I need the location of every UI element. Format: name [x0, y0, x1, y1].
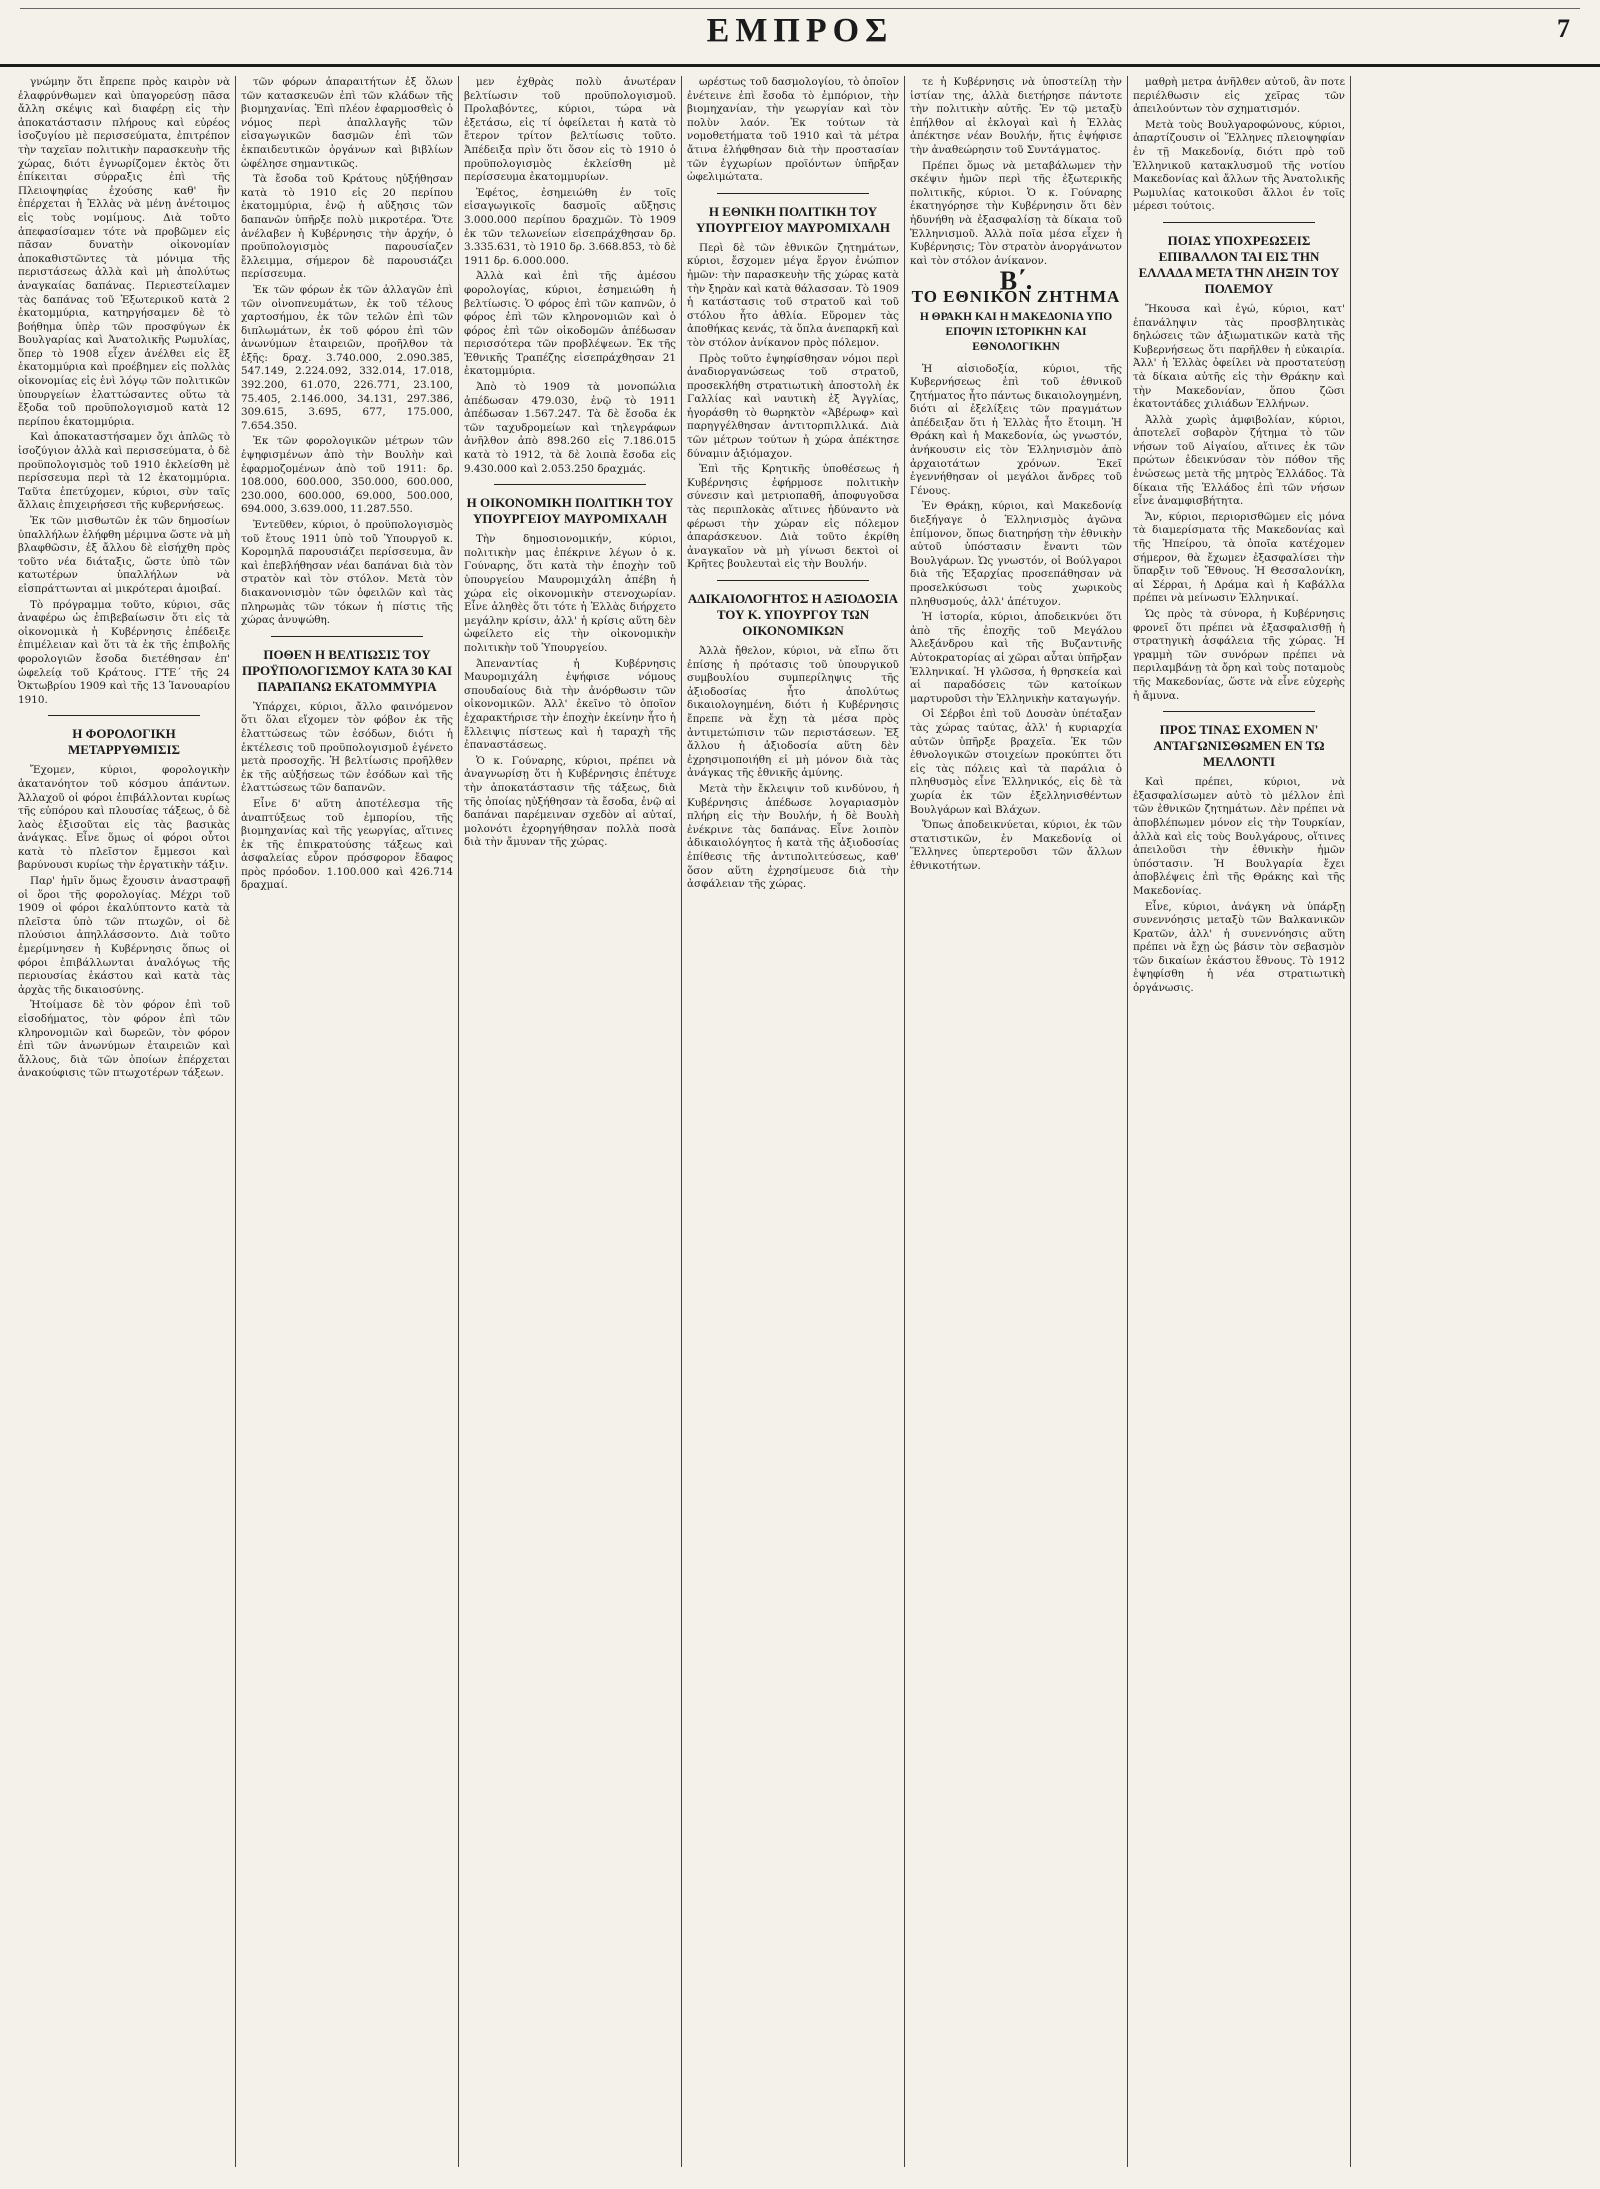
article-paragraph: Ἐπὶ τῆς Κρητικῆς ὑποθέσεως ἡ Κυβέρνησις ἐφήρμοσε πολιτικὴν σύνεσιν καὶ μετριοπαθῆ, ἀποφυγοῦσα τὰς περιπλοκὰς αἵτινες ἠδύναντο νὰ φέρωσι τὴν χώραν εἰς πόλεμον ἀπαράσκευον. Διὰ τοῦτο ἐκρίθη ἀναγκαῖον νὰ μὴ γίνωσι δεκτοὶ οἱ Κρῆτες βουλευταὶ εἰς τὴν Βουλήν. — [687, 463, 899, 571]
article-paragraph: τε ἡ Κυβέρνησις νὰ ὑποστείλῃ τὴν ἱστίαν της, ἀλλὰ διετήρησε πάντοτε τὴν πολιτικὴν αὐτῆς. Ἐν τῷ μεταξὺ ἐπήλθον αἱ ἐκλογαὶ καὶ ἡ Ἑλλὰς ἀπέκτησε νέαν Βουλήν, ἥτις ἐψήφισε τὴν ἀναθεώρησιν τοῦ Συντάγματος. — [910, 76, 1122, 156]
article-paragraph: Ἀλλὰ ἤθελον, κύριοι, νὰ εἴπω ὅτι ἐπίσης ἡ πρότασις τοῦ ὑπουργικοῦ συμβουλίου συμπερίληψις τῆς ἀξιοδοσίας ἦτο ἀπολύτως δικαιολογημένη, διότι ἡ Κυβέρνησις ἔπρεπε νὰ ἔχῃ τὰ μέσα πρὸς ἀντιμετώπισιν τῶν περιστάσεων. Ἐξ ἄλλου ἡ ἀξιοδοσία αὕτη δὲν ἐχρησιμοποιήθη εἰ μὴ μόνον διὰ τὰς ἀνάγκας τῆς ἐθνικῆς ἀμύνης. — [687, 645, 899, 780]
heading-rule — [494, 484, 646, 485]
article-heading: ΑΔΙΚΑΙΟΛΟΓΗΤΟΣ Η ΑΞΙΟΔΟΣΙΑ ΤΟΥ Κ. ΥΠΟΥΡΓΟΥ ΤΩΝ ΟΙΚΟΝΟΜΙΚΩΝ — [687, 591, 899, 638]
article-paragraph: μεν ἐχθρὰς πολὺ ἀνωτέραν βελτίωσιν τοῦ προϋπολογισμοῦ. Προλαβόντες, κύριοι, τώρα νὰ ἐξετάσω, εἰς τί ὀφείλεται ἡ κατὰ τὸ ἔτερον τρίτον βελτίωσις τοῦτο. Ἀπέδειξα πρὶν ὅτι ὅσον εἰς τὸ 1910 ὁ προϋπολογισμὸς ἐκλείσθη μὲ περίσσευμα ἑκατομμυρίων. — [464, 76, 676, 184]
heading-rule — [717, 580, 869, 581]
article-paragraph: Ὁ κ. Γούναρης, κύριοι, πρέπει νὰ ἀναγνωρίσῃ ὅτι ἡ Κυβέρνησις ἐπέτυχε τὴν ἀποκατάστασιν τῆς τάξεως, διὰ τῆς ὁποίας ηὐξήθησαν τὰ ἔσοδα, ἐνῷ αἱ δαπάναι παρέμειναν σχεδὸν αἱ αὐταί, μολονότι ἐχορηγήθησαν πολλὰ ποσὰ διὰ τὴν ἄμυναν τῆς χώρας. — [464, 754, 676, 849]
article-paragraph: Περὶ δὲ τῶν ἐθνικῶν ζητημάτων, κύριοι, ἔσχομεν μέγα ἔργον ἐνώπιον ἡμῶν: τὴν παρασκευὴν τῆς χώρας κατὰ τὴν ξηρὰν καὶ κατὰ θάλασσαν. Τὸ 1909 ἡ κατάστασις τοῦ στρατοῦ καὶ τοῦ στόλου ἦτο ἀθλία. Εὕρομεν τὰς ἀποθήκας κενάς, τὰ ὅπλα ἀνεπαρκῆ καὶ τὸν στόλον ἀνίκανον πρὸς πόλεμον. — [687, 241, 899, 349]
article-paragraph: Εἶνε, κύριοι, ἀνάγκη νὰ ὑπάρξῃ συνεννόησις μεταξὺ τῶν Βαλκανικῶν Κρατῶν, ἀλλ' ἡ συνεννόησις αὕτη πρέπει νὰ ἔχῃ ὡς βάσιν τὸν σεβασμὸν τῶν δικαίων ἑκάστου ἔθνους. Τὸ 1912 ἐψηφίσθη ἡ νέα στρατιωτικὴ ὀργάνωσις. — [1133, 900, 1345, 995]
column-rule — [235, 76, 236, 2167]
article-paragraph: Τὴν δημοσιονομικήν, κύριοι, πολιτικὴν μας ἐπέκρινε λέγων ὁ κ. Γούναρης, ὅτι κατὰ τὴν ἐποχὴν τοῦ ὑπουργείου Μαυρομιχάλη ἀπέβη ἡ χώρα εἰς οἰκονομικὴν στενοχωρίαν. Εἶνε ἀληθὲς ὅτι τότε ἡ Ἑλλὰς διήρχετο μεγάλην κρίσιν, ἀλλ' ἡ κρίσις αὕτη δὲν ὠφείλετο εἰς τὴν οἰκονομικὴν πολιτικὴν τοῦ Ὑπουργείου. — [464, 533, 676, 654]
column-rule — [1127, 76, 1128, 2167]
masthead-rule — [20, 8, 1580, 9]
article-paragraph: γνώμην ὅτι ἔπρεπε πρὸς καιρὸν νὰ ἐλαφρύνθωμεν καὶ ὑπαγορεύσῃ πᾶσα ἄλλη σκέψις καὶ διαφέρῃ εἰς τὴν ἀποκατάστασιν πλήρους καὶ εὐρέος ἰσοζυγίου μὲ περισσεύματα, ἐπιτρέπον τὴν ταχεῖαν πολιτικὴν παρασκευὴν τῆς χώρας, διότι ἐγνωρίζομεν ἐκτὸς ὅτι ἐπίκειται σύρραξις ἐπὶ τῆς Πλειοψηφίας ἐχούσης καθ' ἣν ἐπέρχεται ἡ Ἑλλὰς νὰ μένῃ ἀνέτοιμος εἰς τοὺς νομίμους. Διὰ τοῦτο ἀπεφασίσαμεν τότε νὰ προβῶμεν εἰς πᾶσαν δυνατὴν οἰκονομίαν ἀποκαθιστῶντες τὰ μόνιμα τῆς περιστάσεως ἀλλὰ καὶ μὴ ἀπολύτως ἀναγκαίας δαπάνας. Περιεστείλαμεν τὰς δαπάνας τοῦ Ἐξωτερικοῦ κατὰ 2 ἑκατομμύρια, κατηργήσαμεν δὲ τὸ βοήθημα ὑπὲρ τῶν προσφύγων ἐκ Βουλγαρίας καὶ Ἀνατολικῆς Ρωμυλίας, ὅπερ τὸ 1908 εἶχεν ἀνέλθει εἰς ἓξ ἑκατομμύρια καὶ προέβημεν εἰς πολλὰς οἰκονομίας εἰς ἑνὶ λόγῳ τῶν πολιτικῶν ὑπουργείων ἐλαττώσαντες οὕτω τὰ ἔξοδα τοῦ προϋπολογισμοῦ κατὰ 12 περίπου ἑκατομμύρια. — [18, 76, 230, 428]
heading-rule — [1163, 711, 1315, 712]
article-paragraph: μαθρὴ μετρα ἀνῆλθεν αὐτοῦ, ἂν ποτε περιέλθωσιν εἰς χεῖρας τῶν ἀπειλούντων τὸν σχηματισμόν. — [1133, 76, 1345, 116]
column-rule — [1350, 76, 1351, 2167]
article-paragraph: Εἶνε δ' αὕτη ἀποτέλεσμα τῆς ἀναπτύξεως τοῦ ἐμπορίου, τῆς βιομηχανίας καὶ τῆς γεωργίας, αἵτινες ἐκ τῆς ἐπικρατούσης τάξεως καὶ ἀσφαλείας εὗρον πρόσφορον ἔδαφος πρὸς πρόοδον. 1.100.000 καὶ 426.714 δραχμαί. — [241, 797, 453, 892]
article-paragraph: Ἀλλὰ χωρὶς ἀμφιβολίαν, κύριοι, ἀποτελεῖ σοβαρὸν ζήτημα τὸ τῶν νήσων τοῦ Αἰγαίου, αἵτινες ἐκ τῶν πρώτων ἐδεικνύσαν τὸν πόθον τῆς ἑνώσεως μετὰ τῆς μητρὸς Ἑλλάδος. Τὰ δίκαια τῆς Ἑλλάδος ἐπὶ τῶν νήσων εἶνε ἀναμφισβήτητα. — [1133, 413, 1345, 508]
article-paragraph: Καὶ ἀποκαταστήσαμεν ὄχι ἁπλῶς τὸ ἰσοζύγιον ἀλλὰ καὶ περισσεύματα, ὁ δὲ προϋπολογισμὸς τοῦ 1910 ἐκλείσθη μὲ περίσσευμα περὶ τὰ 12 ἑκατομμύρια. Ταῦτα ἐπετύχομεν, κύριοι, σὺν ταῖς ἄλλαις ἐπιχειρήσεσι τῆς κυβερνήσεως. — [18, 431, 230, 512]
article-heading: Η ΕΘΝΙΚΗ ΠΟΛΙΤΙΚΗ ΤΟΥ ΥΠΟΥΡΓΕΙΟΥ ΜΑΥΡΟΜΙΧΑΛΗ — [696, 203, 890, 235]
article-columns — [18, 76, 1582, 2167]
article-paragraph: Ἡ ἱστορία, κύριοι, ἀποδεικνύει ὅτι ἀπὸ τῆς ἐποχῆς τοῦ Μεγάλου Ἀλεξάνδρου καὶ τῆς Βυζαντινῆς Αὐτοκρατορίας αἱ χῶραι αὗται ὑπῆρξαν Ἑλληνικαί. Ἡ γλῶσσα, ἡ θρησκεία καὶ αἱ παραδόσεις τῶν κατοίκων μαρτυροῦσι τὴν Ἑλληνικὴν καταγωγήν. — [910, 611, 1122, 705]
article-paragraph: Ἀλλὰ καὶ ἐπὶ τῆς ἀμέσου φορολογίας, κύριοι, ἐσημειώθη ἡ βελτίωσις. Ὁ φόρος ἐπὶ τῶν καπνῶν, ὁ φόρος ἐπὶ τῶν κληρονομιῶν καὶ ὁ φόρος ἐπὶ τῶν οἰκοδομῶν ἀπέδωσαν περισσότερα τῶν προβλέψεων. Ἐκ τῆς Ἐθνικῆς Τραπέζης εἰσεπράχθησαν 21 ἑκατομμύρια. — [464, 270, 676, 378]
article-paragraph: Ἐν Θράκῃ, κύριοι, καὶ Μακεδονίᾳ διεξήγαγε ὁ Ἑλληνισμὸς ἀγῶνα ἐπίμονον, ὅπως διατηρήσῃ τὴν ἐθνικὴν αὐτοῦ ὑπόστασιν ἔναντι τῶν Βουλγάρων. Ὡς γνωστόν, οἱ Βούλγαροι διὰ τῆς Ἐξαρχίας προσεπάθησαν νὰ προσελκύσωσι τοὺς χωρικοὺς πληθυσμούς, ἀλλ' ἀπέτυχον. — [910, 500, 1122, 608]
article-paragraph: Ἡ αἰσιοδοξία, κύριοι, τῆς Κυβερνήσεως ἐπὶ τοῦ ἐθνικοῦ ζητήματος ἦτο πάντως δικαιολογημένη, διότι αἱ ἐξελίξεις τῶν πραγμάτων ἀπέδειξαν ὅτι ἡ Ἑλλὰς ἦτο ἕτοιμη. Ἡ Θράκη καὶ ἡ Μακεδονία, ὡς γνωστόν, ἀνήκουσιν εἰς τὸν Ἑλληνισμὸν ἀπὸ ἀρχαιοτάτων χρόνων. Ἐκεῖ ἐγεννήθησαν οἱ μεγάλοι ἄνδρες τοῦ Γένους. — [910, 362, 1122, 497]
column-rule — [904, 76, 905, 2167]
article-heading: Η ΦΟΡΟΛΟΓΙΚΗ ΜΕΤΑΡΡΥΘΜΙΣΙΣ — [67, 726, 181, 758]
column-rule — [681, 76, 682, 2167]
article-heading: ΠΡΟΣ ΤΙΝΑΣ ΕΧΟΜΕΝ Ν' ΑΝΤΑΓΩΝΙΣΘΩΜΕΝ ΕΝ ΤΩ ΜΕΛΛΟΝΤΙ — [1153, 722, 1325, 770]
article-paragraph: Καὶ πρέπει, κύριοι, νὰ ἐξασφαλίσωμεν αὐτὸ τὸ μέλλον ἐπὶ τῶν ἐθνικῶν ζητημάτων. Δὲν πρέπει νὰ ἀποβλέπωμεν μόνον εἰς τὴν Τουρκίαν, ἀλλὰ καὶ εἰς τοὺς Βουλγάρους, οἵτινες ἀπειλοῦσι τὴν ἐθνικὴν ἡμῶν ὑπόστασιν. Ἡ Βουλγαρία ἔχει ἀποβλέψεις ἐπὶ τῆς Θράκης καὶ τῆς Μακεδονίας. — [1133, 776, 1345, 897]
heading-rule — [48, 715, 200, 716]
column-3 — [464, 76, 676, 2167]
article-paragraph: τῶν φόρων ἀπαραιτήτων ἐξ ὅλων τῶν κατασκευῶν ἐπὶ τῶν κλάδων τῆς βιομηχανίας. Ἐπὶ πλέον ἐφαρμοσθεὶς ὁ νόμος περὶ ἀπαλλαγῆς τῶν εἰσαγωγικῶν δασμῶν ἐπὶ τῶν ἐκπαιδευτικῶν ὀργάνων καὶ βιβλίων ὡφέλησε σημαντικῶς. — [241, 76, 453, 170]
article-paragraph: Μετὰ τοὺς Βουλγαροφώνους, κύριοι, ἀπαρτίζουσιν οἱ Ἕλληνες πλειοψηφίαν ἐν τῇ Μακεδονίᾳ, διότι πρὸ τοῦ Ἑλληνικοῦ κατακλυσμοῦ τῆς νοτίου Μακεδονίας καὶ ἄλλων τῆς Ἀνατολικῆς Ρωμυλίας κατοικοῦσι ἄλλοι ἐν τοῖς μέρεσι τούτοις. — [1133, 118, 1345, 213]
section-number: Β΄. — [999, 266, 1033, 296]
article-paragraph: Ὑπάρχει, κύριοι, ἄλλο φαινόμενον ὅτι ὅλαι εἴχομεν τὸν φόβον ἐκ τῆς ἐλαττώσεως τῶν ἐσόδων, διότι ἡ ἐκτέλεσις τοῦ προϋπολογισμοῦ ἐγένετο μετὰ προσοχῆς. Ἡ βελτίωσις προῆλθεν ἐκ τῆς αὐξήσεως τῶν ἐσόδων καὶ τῆς ἐλαττώσεως τῶν δαπανῶν. — [241, 700, 453, 795]
article-heading: Η ΟΙΚΟΝΟΜΙΚΗ ΠΟΛΙΤΙΚΗ ΤΟΥ ΥΠΟΥΡΓΕΙΟΥ ΜΑΥΡΟΜΙΧΑΛΗ — [466, 495, 674, 527]
article-paragraph: Ἐκ τῶν φόρων ἐκ τῶν ἀλλαγῶν ἐπὶ τῶν οἰνοπνευμάτων, ἐκ τοῦ τέλους χαρτοσήμου, ἐκ τῶν τελῶν ἐπὶ τῶν διπλωμάτων, ἐκ τοῦ φόρου ἐπὶ τῶν ἀνωνύμων ἑταιρειῶν, προῆλθον τὰ ἑξῆς: δραχ. 3.740.000, 2.090.385, 547.149, 2.224.092, 332.014, 17.018, 392.200, 61.070, 226.771, 23.100, 75.405, 2.146.000, 34.131, 297.386, 309.615, 3.695, 677, 175.000, 7.654.350. — [241, 283, 453, 432]
article-paragraph: Πρὸς τοῦτο ἐψηφίσθησαν νόμοι περὶ ἀναδιοργανώσεως τοῦ στρατοῦ, προσεκλήθη στρατιωτικὴ ἀποστολὴ ἐκ Γαλλίας καὶ ναυτικὴ ἐξ Ἀγγλίας, ἠγοράσθη τὸ θωρηκτὸν «Ἀβέρωφ» καὶ παρηγγέλθησαν ἀντιτορπιλλικά. Διὰ τῶν μέτρων τούτων ἡ χώρα ἀπέκτησε δύναμιν ἀξιόμαχον. — [687, 352, 899, 460]
article-paragraph: Ἐντεῦθεν, κύριοι, ὁ προϋπολογισμὸς τοῦ ἔτους 1911 ὑπὸ τοῦ Ὑπουργοῦ κ. Κορομηλᾶ παρουσιάζει περίσσευμα, ἂν καὶ ἐπεβλήθησαν νέαι δαπάναι διὰ τὸν στρατὸν καὶ τὸν στόλον. Μετὰ τὸν διακανονισμὸν τῶν ὀφειλῶν καὶ τὰς πληρωμὰς τῶν τόκων ἡ πίστις τῆς χώρας ἀνυψώθη. — [241, 519, 453, 627]
article-paragraph: Ὡς πρὸς τὰ σύνορα, ἡ Κυβέρνησις φρονεῖ ὅτι πρέπει νὰ ἐξασφαλισθῇ ἡ στρατηγικὴ ἀσφάλεια τῆς χώρας. Ἡ γραμμὴ τῶν συνόρων πρέπει νὰ περιλαμβάνῃ τὰ ὄρη καὶ τοὺς ποταμοὺς τῆς Μακεδονίας, ὥστε νὰ εἶνε εὐχερὴς ἡ ἄμυνα. — [1133, 608, 1345, 702]
column-5 — [910, 76, 1122, 2167]
article-heading: ΠΟΙΑΣ ΥΠΟΧΡΕΩΣΕΙΣ ΕΠΙΒΑΛΛΟΝ ΤΑΙ ΕΙΣ ΤΗΝ ΕΛΛΑΔΑ ΜΕΤΑ ΤΗΝ ΛΗΞΙΝ ΤΟΥ ΠΟΛΕΜΟΥ — [1138, 232, 1340, 296]
article-paragraph: Παρ' ἡμῖν ὅμως ἔχουσιν ἀναστραφῇ οἱ ὅροι τῆς φορολογίας. Μέχρι τοῦ 1909 οἱ φόροι ἐκαλύπτοντο κατὰ τὰ πλεῖστα ὑπὸ τῶν πτωχῶν, οἱ δὲ πλούσιοι ἀπηλλάσσοντο. Διὰ τοῦτο ἐμερίμνησεν ἡ Κυβέρνησις ὅπως οἱ φόροι ἐπιβάλλωνται ἀναλόγως τῆς περιουσίας ἑκάστου καὶ κατὰ τὰς ἀρχὰς τῆς δικαιοσύνης. — [18, 875, 230, 996]
column-2 — [241, 76, 453, 2167]
section-subtitle: Η ΘΡΑΚΗ ΚΑΙ Η ΜΑΚΕΔΟΝΙΑ ΥΠΟ ΕΠΟΨΙΝ ΙΣΤΟΡΙΚΗΝ ΚΑΙ ΕΘΝΟΛΟΓΙΚΗΝ — [919, 310, 1113, 353]
article-paragraph: Πρέπει ὅμως νὰ μεταβάλωμεν τὴν σκέψιν ἡμῶν περὶ τῆς ἐξωτερικῆς πολιτικῆς, κύριοι. Ὁ κ. Γούναρης ἐκατηγόρησε τὴν Κυβέρνησιν ὅτι δὲν ἠδυνήθη νὰ ἐξασφαλίσῃ τὰ δίκαια τοῦ Ἑλληνισμοῦ. Ἀλλὰ ποῖα μέσα εἶχεν ἡ Κυβέρνησις; Τὸν στρατὸν ἀνοργάνωτον καὶ τὸν στόλον ἀνίκανον. — [910, 159, 1122, 267]
column-7 — [1356, 76, 1568, 2167]
column-rule — [458, 76, 459, 2167]
article-paragraph: Ἄν, κύριοι, περιορισθῶμεν εἰς μόνα τὰ διαμερίσματα τῆς Μακεδονίας καὶ τῆς Ἠπείρου, τὰ ὁποῖα κατέχομεν σήμερον, θὰ ἔχωμεν ἐξασφαλίσει τὴν ὕπαρξιν τοῦ Ἔθνους. Ἡ Θεσσαλονίκη, αἱ Σέρραι, ἡ Δράμα καὶ ἡ Καβάλλα πρέπει νὰ μείνωσιν Ἑλληνικαί. — [1133, 510, 1345, 605]
article-paragraph: Τὰ ἔσοδα τοῦ Κράτους ηὐξήθησαν κατὰ τὸ 1910 εἰς 20 περίπου ἑκατομμύρια, ἐνῷ ἡ αὔξησις τῶν δαπανῶν ὑπῆρξε πολὺ μικροτέρα. Ὅτε ἀνέλαβεν ἡ Κυβέρνησις τὴν ἀρχήν, ὁ προϋπολογισμὸς παρουσίαζεν ἔλλειμμα, σήμερον δὲ παρουσιάζει περίσσευμα. — [241, 173, 453, 281]
article-paragraph: Οἱ Σέρβοι ἐπὶ τοῦ Δουσὰν ὑπέταξαν τὰς χώρας ταύτας, ἀλλ' ἡ κυριαρχία αὐτῶν ὑπῆρξε βραχεῖα. Ἐκ τῶν ἐθνολογικῶν στοιχείων προκύπτει ὅτι εἰς τὰς πόλεις καὶ τὰ παράλια ὁ πληθυσμὸς εἶνε Ἑλληνικός, εἰς δὲ τὰ χωρία ἐκ τῶν ἐξελληνισθέντων Βουλγάρων καὶ Βλάχων. — [910, 708, 1122, 816]
article-paragraph: Ἤκουσα καὶ ἐγώ, κύριοι, κατ' ἐπανάληψιν τὰς προσβλητικὰς δηλώσεις τῶν ἀξιωματικῶν κατὰ τῆς Κυβερνήσεως ὅτι παρῆλθεν ἡ εὐκαιρία. Ἀλλ' ἡ Ἑλλὰς ὀφείλει νὰ προστατεύσῃ τὰ δίκαια αὐτῆς εἰς τὴν Θράκην καὶ τὴν Μακεδονίαν, ὅπου ζῶσι ἑκατοντάδες χιλιάδων Ἑλλήνων. — [1133, 302, 1345, 411]
masthead — [0, 0, 1600, 67]
article-heading: ΠΟΘΕΝ Η ΒΕΛΤΙΩΣΙΣ ΤΟΥ ΠΡΟΫΠΟΛΟΓΙΣΜΟΥ ΚΑΤΑ 30 ΚΑΙ ΠΑΡΑΠΑΝΩ ΕΚΑΤΟΜΜΥΡΙΑ — [241, 646, 453, 694]
article-paragraph: Ἐκ τῶν μισθωτῶν ἐκ τῶν δημοσίων ὑπαλλήλων ἐλήφθη μέριμνα ὥστε νὰ μὴ βλαφθῶσιν, ἐξ ἄλλου δὲ εἰσήχθη πρὸς τοῦτο νέα διάταξις, ὥστε ὑπὸ τῶν κατωτέρων ὑπαλλήλων νὰ εἰσπράττωνται αἱ μικρότεραι ἀμοιβαί. — [18, 515, 230, 595]
heading-rule — [717, 193, 869, 194]
heading-rule — [271, 636, 423, 637]
section-title: ΤΟ ΕΘΝΙΚΟΝ ΖΗΤΗΜΑ — [911, 286, 1121, 306]
article-paragraph: Ἔχομεν, κύριοι, φορολογικὴν ἀκατανόητον τοῦ κόσμου ἁπάντων. Ἀλλαχοῦ οἱ φόροι ἐπιβάλλονται κυρίως τῆς εὐπόρου καὶ πλουσίας τάξεως, ὁ δὲ λαὸς ἐξισοῦται εἰς τὰς βασικὰς ἀνάγκας. Εἶνε ὅμως οἱ φόροι οὗτοι κατὰ τὸ πλεῖστον ἔμμεσοι καὶ βαρύνουσι κυρίως τὴν ἐργατικὴν τάξιν. — [18, 764, 230, 872]
article-paragraph: Ἠτοίμασε δὲ τὸν φόρον ἐπὶ τοῦ εἰσοδήματος, τὸν φόρον ἐπὶ τῶν κληρονομιῶν καὶ δωρεῶν, τὸν φόρον ἐπὶ τῶν ἀνωνύμων ἑταιρειῶν καὶ ἄλλους, διὰ τῶν ὁποίων ἐπέρχεται ἀνακούφισις τῶν πτωχοτέρων τάξεων. — [18, 999, 230, 1080]
column-1 — [18, 76, 230, 2167]
column-4 — [687, 76, 899, 2167]
column-6 — [1133, 76, 1345, 2167]
page-number: 7 — [1557, 14, 1570, 43]
article-paragraph: Ὅπως ἀποδεικνύεται, κύριοι, ἐκ τῶν στατιστικῶν, ἐν Μακεδονίᾳ οἱ Ἕλληνες ὑπερτεροῦσι τῶν ἄλλων ἐθνικοτήτων. — [910, 819, 1122, 872]
newspaper-title: ΕΜΠΡΟΣ — [706, 12, 894, 49]
article-paragraph: Ἐκ τῶν φορολογικῶν μέτρων τῶν ἐψηφισμένων ἀπὸ τὴν Βουλὴν καὶ ἐφαρμοζομένων ἀπὸ τοῦ 1911: δρ. 108.000, 600.000, 350.000, 600.000, 230.000, 600.000, 69.000, 500.000, 694.000, 3.639.000, 11.287.550. — [241, 435, 453, 516]
article-paragraph: Μετὰ τὴν ἔκλειψιν τοῦ κινδύνου, ἡ Κυβέρνησις ἀπέδωσε λογαριασμὸν πλήρη εἰς τὴν Βουλήν, ἡ δὲ Βουλὴ ἐνέκρινε τὰς δαπάνας. Εἶνε λοιπὸν ἀδικαιολόγητος ἡ κατὰ τῆς ἀξιοδοσίας ἐπίθεσις τῆς ἀντιπολιτεύσεως, καθ' ὅσον αὕτη ἐχρησίμευσε διὰ τὴν ἀσφάλειαν τῆς χώρας. — [687, 782, 899, 891]
article-paragraph: Ἀπεναντίας ἡ Κυβέρνησις Μαυρομιχάλη ἐψήφισε νόμους σπουδαίους διὰ τὴν ἀνόρθωσιν τῶν οἰκονομικῶν. Ἀλλ' ἐκεῖνο τὸ ὁποῖον ἐχαρακτήρισε τὴν ἐποχὴν ἐκείνην ἦτο ἡ ἔλλειψις πίστεως καὶ ἡ ταραχὴ τῆς ἐπαναστάσεως. — [464, 657, 676, 752]
article-paragraph: ωρέστως τοῦ δασμολογίου, τὸ ὁποῖον ἐνέτεινε ἐπὶ ἔσοδα τὸ ἐμπόριον, τὴν βιομηχανίαν, τὴν γεωργίαν καὶ τὸν πολὺν λαόν. Ἐκ τούτων τὰ νομοθετήματα τοῦ 1910 καὶ τὰ μέτρα ἄτινα ἐλήφθησαν διὰ τὴν προστασίαν τῶν ἐγχωρίων προϊόντων ὑπῆρξαν ὠφελιμώτατα. — [687, 76, 899, 184]
article-paragraph: Ἐφέτος, ἐσημειώθη ἐν τοῖς εἰσαγωγικοῖς δασμοῖς αὔξησις 3.000.000 περίπου δραχμῶν. Τὸ 1909 ἐκ τῶν τελωνείων εἰσεπράχθησαν δρ. 3.335.631, τὸ 1910 δρ. 3.668.853, τὸ δὲ 1911 δρ. 6.000.000. — [464, 186, 676, 267]
article-paragraph: Τὸ πρόγραμμα τοῦτο, κύριοι, σᾶς ἀναφέρω ὡς ἐπιβεβαίωσιν ὅτι εἰς τὰ οἰκονομικὰ ἡ Κυβέρνησις ἐπέδειξε ἐπιμέλειαν καὶ ὅτι τὰ ἐκ τῆς ἐπιβολῆς φορολογιῶν ἔσοδα διετέθησαν ἐπ' ὠφελείᾳ τοῦ Κράτους. ΓΤΕ΄ τῆς 24 Ὀκτωβρίου 1909 καὶ τῆς 13 Ἰανουαρίου 1910. — [18, 598, 230, 706]
article-paragraph: Ἀπὸ τὸ 1909 τὰ μονοπώλια ἀπέδωσαν 479.030, ἐνῷ τὸ 1911 ἀπέδωσαν 1.567.247. Τὰ δὲ ἔσοδα ἐκ τῶν ταχυδρομείων καὶ τηλεγράφων ἀνῆλθον ἀπὸ 898.260 εἰς 7.186.015 κατὰ τὸ 1912, τὰ δὲ λοιπὰ ἔσοδα εἰς 9.430.000 καὶ 2.053.250 δραχμάς. — [464, 381, 676, 475]
heading-rule — [1163, 222, 1315, 223]
